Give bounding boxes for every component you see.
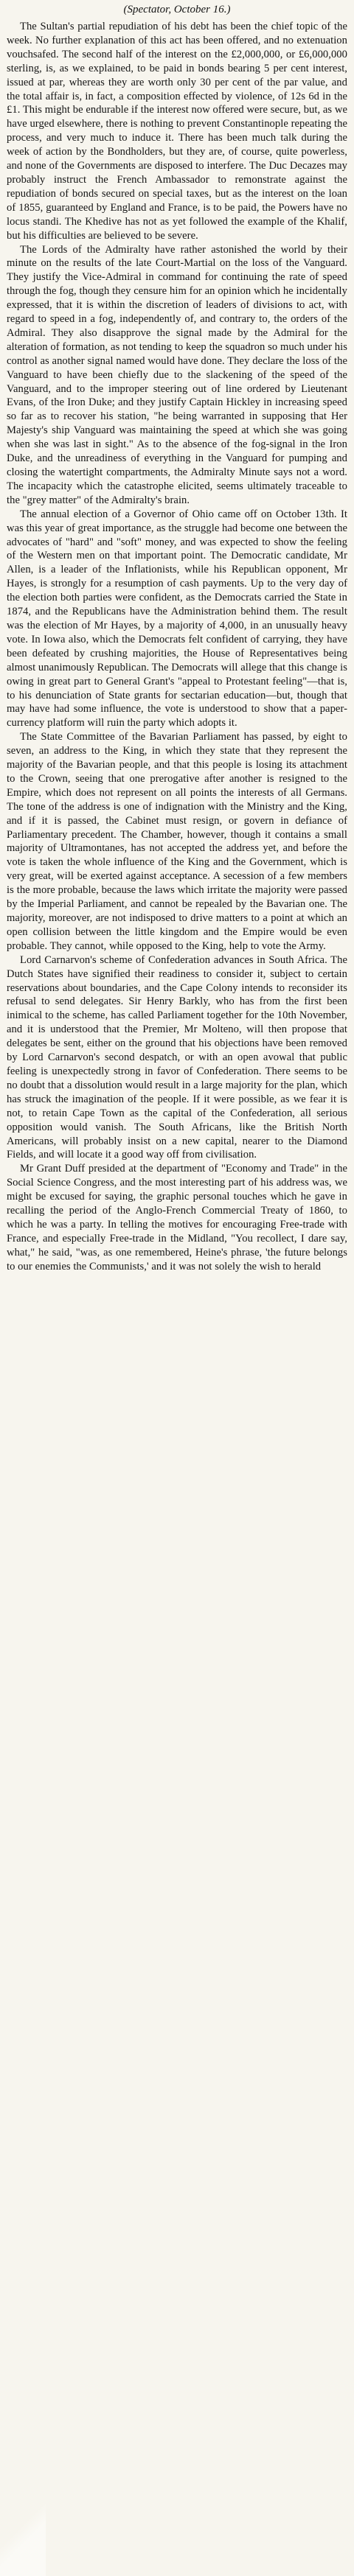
- article-paragraph: The Lords of the Admiralty have rather astonished the world by their minute on the results of the late Court-Martial on the loss of the Vanguard. They justify the Vice-Admiral in command for continuing the rate of speed through the fog, though they censure him for an opinion which he incidentally expressed, that it is within the discretion of leaders of divisions to act, with regard to speed in a fog, independently of, and contrary to, the orders of the Admiral. They also disapprove the signal made by the Admiral for the alteration of formation, as not tending to keep the squadron so much under his control as another signal named would have done. They declare the loss of the Vanguard to have been chiefly due to the slackening of the speed of the Vanguard, and to the improper steering out of line ordered by Lieutenant Evans, of the Iron Duke; and they justify Captain Hickley in increasing speed so far as to recover his station, "he being warranted in supposing that Her Majesty's ship Vanguard was maintaining the speed at which she was going when she was last in sight." As to the absence of the fog-signal in the Iron Duke, and the unreadiness of everything in the Vanguard for pumping and closing the watertight compartments, the Admiralty Minute says not a word. The incapacity which the catastrophe elicited, seems ultimately traceable to the "grey matter" of the Admiralty's brain.: [7, 243, 347, 506]
- torn-corner: [0, 2488, 46, 2576]
- article-body: [7, 20, 347, 1274]
- article-paragraph: Mr Grant Duff presided at the department of "Economy and Trade" in the Social Science Congress, and the most interesting part of his address was, we might be excused for saying, the graphic personal touches which he gave in recalling the period of the Anglo-French Commercial Treaty of 1860, to which he was a party. In telling the motives for encouraging Free-trade with France, and especially Free-trade in the Midland, "You recollect, I dare say, what," he said, "was, as one remembered, Heine's phrase, 'the future belongs to our enemies the Communists,' and it was not solely the wish to herald: [7, 1163, 347, 1273]
- article-paragraph: The Sultan's partial repudiation of his debt has been the chief topic of the week. No further explanation of this act has been offered, and no extenuation vouchsafed. The second half of the interest on the £2,000,000, or £6,000,000 sterling, is, as we explained, to be paid in bonds bearing 5 per cent interest, issued at par, whereas they are worth only 30 per cent of the par value, and the total affair is, in fact, a composition effected by violence, of 12s 6d in the £1. This might be endurable if the interest now offered were secure, but, as we have urged elsewhere, there is nothing to prevent Constantinople repeating the process, and very much to induce it. There has been much talk during the week of action by the Bondholders, but they are, of course, quite powerless, and none of the Governments are disposed to interfere. The Duc Decazes may probably instruct the French Ambassador to remonstrate against the repudiation of bonds secured on special taxes, but as the interest on the loan of 1855, guaranteed by England and France, is to be paid, the Powers have no locus standi. The Khedive has not as yet followed the example of the Khalif, but his difficulties are believed to be severe.: [7, 21, 347, 242]
- article-paragraph: The annual election of a Governor of Ohio came off on October 13th. It was this year of great importance, as the struggle had become one between the advocates of "hard" and "soft" money, and was expected to show the feeling of the Western men on that important point. The Democratic candidate, Mr Allen, is a leader of the Inflationists, while his Republican opponent, Mr Hayes, is strongly for a resumption of cash payments. Up to the very day of the election both parties were confident, as the Democrats carried the State in 1874, and the Republicans have the Administration behind them. The result was the election of Mr Hayes, by a majority of 4,000, in an unusually heavy vote. In Iowa also, which the Democrats felt confident of carrying, they have been defeated by crushing majorities, the House of Representatives being almost unanimously Republican. The Democrats will allege that this change is owing in great part to General Grant's "appeal to Protestant feeling"—that is, to his denunciation of State grants for sectarian education—but, though that may have had some influence, the vote is understood to show that a paper-currency platform will ruin the party which adopts it.: [7, 508, 347, 729]
- article-paragraph: Lord Carnarvon's scheme of Confederation advances in South Africa. The Dutch States have signified their readiness to consider it, subject to certain reservations about boundaries, and the Cape Colony intends to reconsider its refusal to send delegates. Sir Henry Barkly, who has from the first been inimical to the scheme, has called Parliament together for the 10th November, and it is understood that the Premier, Mr Molteno, will then propose that delegates be sent, either on the ground that his objections have been removed by Lord Carnarvon's second despatch, or with an open avowal that public feeling is unexpectedly strong in favor of Confederation. There seems to be no doubt that a dissolution would result in a large majority for the plan, which has struck the imagination of the people. If it were possible, as we fear it is not, to retain Cape Town as the capital of the Confederation, all serious opposition would vanish. The South Africans, like the British North Americans, will probably insist on a new capital, nearer to the Diamond Fields, and will locate it a good way off from civilisation.: [7, 953, 347, 1161]
- article-dateline: (Spectator, October 16.): [123, 4, 231, 15]
- article-paragraph: The State Committee of the Bavarian Parliament has passed, by eight to seven, an address to the King, in which they state that they represent the majority of the Bavarian people, and that this people is losing its attachment to the Crown, seeing that one prerogative after another is resigned to the Empire, which does not represent on all points the interests of all Germans. The tone of the address is one of indignation with the Ministry and the King, and if it is passed, the Cabinet must resign, or govern in defiance of Parliamentary precedent. The Chamber, however, though it contains a small majority of Ultramontanes, has not accepted the address yet, and before the vote is taken the whole influence of the King and the Government, which is very great, will be exerted against acceptance. A secession of a few members is the more probable, because the laws which irritate the majority were passed by the Imperial Parliament, and cannot be repealed by the Bavarian one. The majority, moreover, are not indisposed to drive matters to a point at which an open collision between the little kingdom and the Empire would be even probable. They cannot, while opposed to the King, help to vote the Army.: [7, 731, 347, 952]
